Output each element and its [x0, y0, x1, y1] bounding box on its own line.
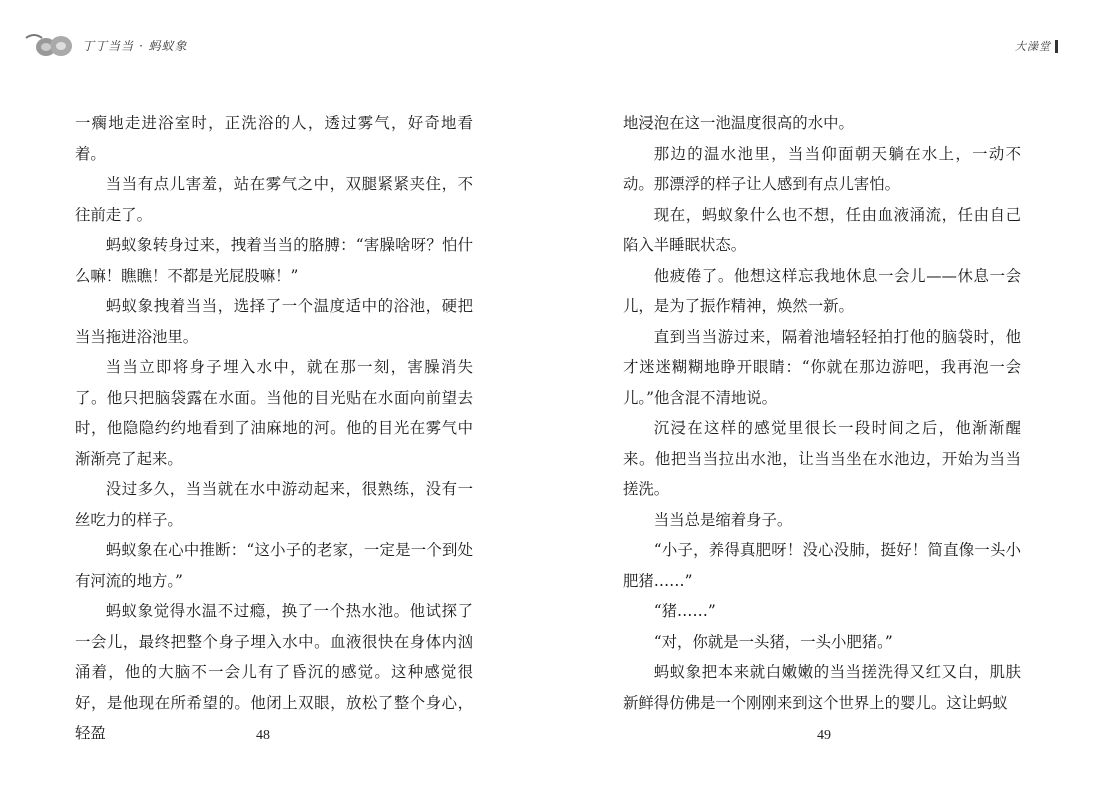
paragraph: 当当有点儿害羞，站在雾气之中，双腿紧紧夹住，不往前走了。 — [75, 175, 473, 224]
paragraph: 当当总是缩着身子。 — [653, 510, 793, 529]
running-header-right — [1015, 38, 1058, 54]
paragraph: 沉浸在这样的感觉里很长一段时间之后，他渐渐醒来。他把当当拉出水池，让当当坐在水池边，开始为当当搓洗。 — [623, 419, 1021, 498]
paragraph: 没过多久，当当就在水中游动起来，很熟练，没有一丝吃力的样子。 — [75, 480, 473, 529]
right-page — [623, 108, 1021, 718]
gourd-logo-icon — [24, 30, 76, 60]
series-title: 丁丁当当 · 蚂蚁象 — [82, 38, 188, 53]
page-number-left: 48 — [256, 728, 270, 743]
paragraph: 蚂蚁象在心中推断：“这小子的老家，一定是一个到处有河流的地方。” — [75, 541, 473, 590]
left-page — [75, 108, 473, 749]
paragraph: 蚂蚁象觉得水温不过瘾，换了一个热水池。他试探了一会儿，最终把整个身子埋入水中。血液很快在身体内汹涌着，他的大脑不一会儿有了昏沉的感觉。这种感觉很好，是他现在所希望的。他闭上双眼，放松了整个身心，轻盈 — [75, 602, 473, 742]
paragraph: 现在，蚂蚁象什么也不想，任由血液涌流，任由自己陷入半睡眠状态。 — [623, 205, 1021, 254]
page-number-right: 49 — [817, 728, 831, 743]
paragraph: 一瘸地走进浴室时，正洗浴的人，透过雾气，好奇地看着。 — [75, 114, 473, 163]
paragraph: 他疲倦了。他想这样忘我地休息一会儿——休息一会儿，是为了振作精神，焕然一新。 — [623, 266, 1021, 315]
paragraph: 蚂蚁象拽着当当，选择了一个温度适中的浴池，硬把当当拖进浴池里。 — [75, 297, 473, 346]
paragraph: “猪……” — [653, 602, 716, 620]
book-title: 大澡堂 — [1015, 40, 1051, 53]
running-header-left — [24, 30, 187, 60]
paragraph: “小子，养得真肥呀！没心没肺，挺好！简直像一头小肥猪……” — [623, 541, 1021, 590]
paragraph: 地浸泡在这一池温度很高的水中。 — [623, 114, 854, 132]
paragraph: 蚂蚁象转身过来，拽着当当的胳膊：“害臊啥呀？怕什么嘛！瞧瞧！不都是光屁股嘛！” — [75, 236, 473, 285]
paragraph: 那边的温水池里，当当仰面朝天躺在水上，一动不动。那漂浮的样子让人感到有点儿害怕。 — [623, 144, 1021, 193]
paragraph: 直到当当游过来，隔着池墙轻轻拍打他的脑袋时，他才迷迷糊糊地睁开眼睛：“你就在那边游吧，我再泡一会儿。”他含混不清地说。 — [623, 327, 1021, 407]
paragraph: 当当立即将身子埋入水中，就在那一刻，害臊消失了。他只把脑袋露在水面。当他的目光贴在水面向前望去时，他隐隐约约地看到了油麻地的河。他的目光在雾气中渐渐亮了起来。 — [75, 358, 473, 468]
header-bar — [1055, 40, 1058, 53]
paragraph: 蚂蚁象把本来就白嫩嫩的当当搓洗得又红又白，肌肤新鲜得仿佛是一个刚刚来到这个世界上的婴儿。这让蚂蚁 — [623, 663, 1021, 712]
paragraph: “对，你就是一头猪，一头小肥猪。” — [653, 632, 893, 651]
